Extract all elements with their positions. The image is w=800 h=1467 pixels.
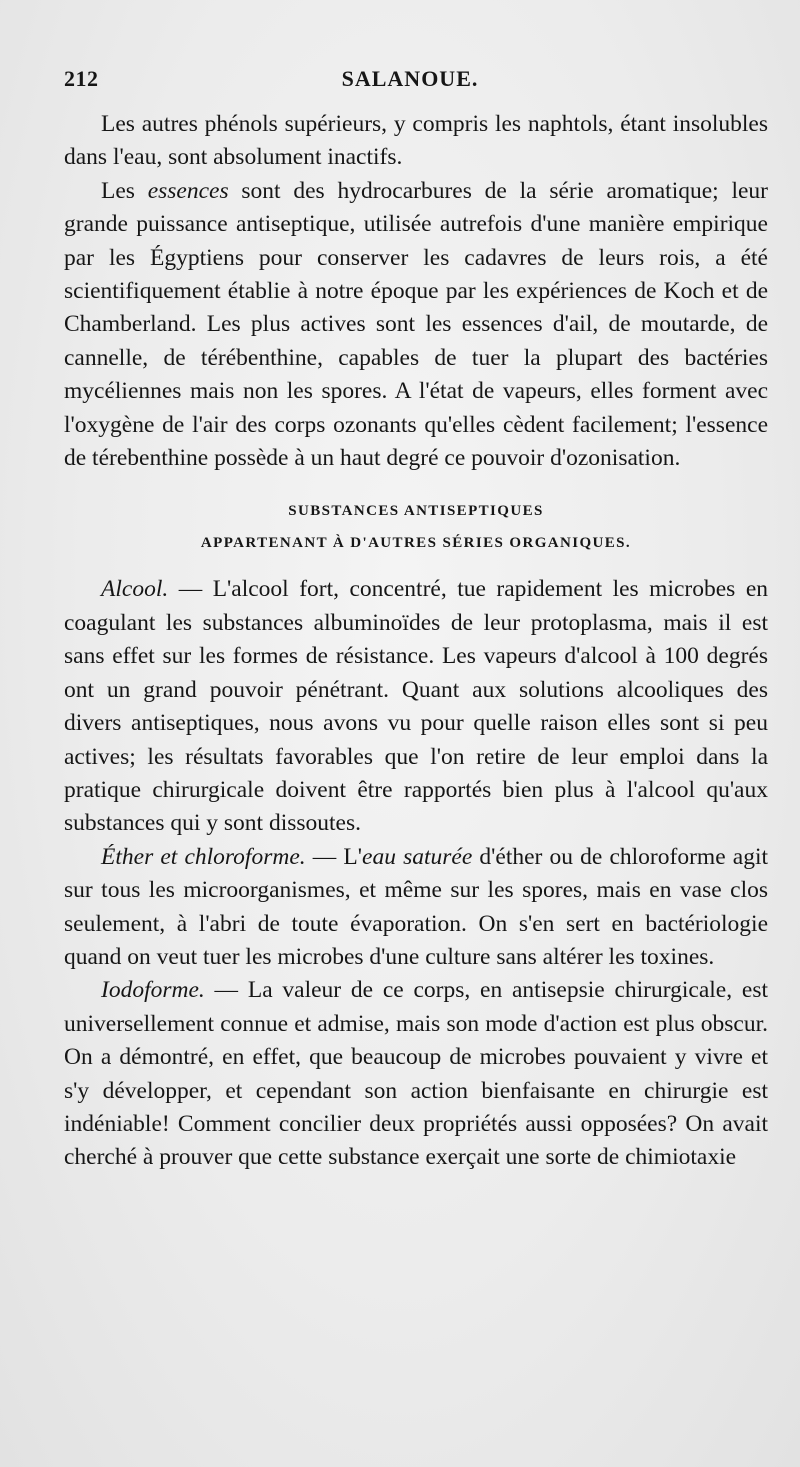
paragraph-essences: [64, 175, 768, 476]
entry-ether-dash: — L': [305, 843, 363, 870]
term-eau-saturee: eau saturée: [362, 843, 473, 870]
entry-iodoforme-text: — La valeur de ce corps, en antisepsie chirurgicale, est universellement connue et admise, mais son mode d'action est plus obscur. On a démontré, en effet, que beaucoup de microbes pouvaient y vivre et s'y développer, et cependant son action bienfaisante en chirurgie est indéniable! Comment concilier deux propriétés aussi opposées? On avait cherché à prouver que cette substance exerçait une sorte de chimiotaxie: [64, 977, 768, 1171]
entry-iodoforme: [64, 974, 768, 1174]
entry-ether-text: d'éther ou de chloroforme agit sur tous les microorganismes, et même sur les spores, mais en vase clos seulement, à l'abri de toute évaporation. On s'en sert en bactériologie quand on veut tuer les microbes d'une culture sans altérer les toxines.: [64, 843, 768, 970]
term-iodoforme: Iodoforme.: [101, 977, 205, 1004]
paragraph-lead: Les: [101, 177, 148, 204]
paragraph-essences-text: sont des hydrocarbures de la série aromatique; leur grande puissance antiseptique, utilisée autrefois d'une manière empirique par les Égyptiens pour conserver les cadavres de leurs rois, a été scientifiquement établie à notre époque par les expériences de Koch et de Chamberland. Les plus actives sont les essences d'ail, de moutarde, de cannelle, de térébenthine, capables de tuer la plupart des bactéries mycéliennes mais non les spores. A l'état de vapeurs, elles forment avec l'oxygène de l'air des corps ozonants qu'elles cèdent facilement; l'essence de térebenthine possède à un haut degré ce pouvoir d'ozonisation.: [64, 177, 768, 472]
entry-alcool: [64, 573, 768, 840]
page-header: [64, 66, 756, 98]
body-text: [64, 108, 768, 1175]
running-title: SALANOUE.: [341, 66, 479, 91]
term-ether: Éther et chloroforme.: [101, 843, 306, 870]
term-alcool: Alcool.: [101, 576, 169, 603]
paragraph-phenols: Les autres phénols supérieurs, y compris les naphtols, étant insolubles dans l'eau, sont absolument inactifs.: [64, 111, 768, 171]
section-heading-line1: SUBSTANCES ANTISEPTIQUES: [288, 503, 544, 520]
entry-alcool-text: — L'alcool fort, concentré, tue rapidement les microbes en coagulant les substances albuminoïdes de leur protoplasma, mais il est sans effet sur les formes de résistance. Les vapeurs d'alcool à 100 degrés ont un grand pouvoir pénétrant. Quant aux solutions alcooliques des divers antiseptiques, nous avons vu pour quelle raison elles sont si peu actives; les résultats favorables que l'on retire de leur emploi dans la pratique chirurgicale doivent être rapportés bien plus à l'alcool qu'aux substances qui y sont dissoutes.: [64, 576, 768, 837]
page-number: 212: [64, 66, 99, 91]
section-heading-line2: APPARTENANT À D'AUTRES SÉRIES ORGANIQUES.: [200, 535, 632, 552]
entry-ether: [64, 841, 768, 975]
term-essences: essences: [147, 177, 229, 204]
